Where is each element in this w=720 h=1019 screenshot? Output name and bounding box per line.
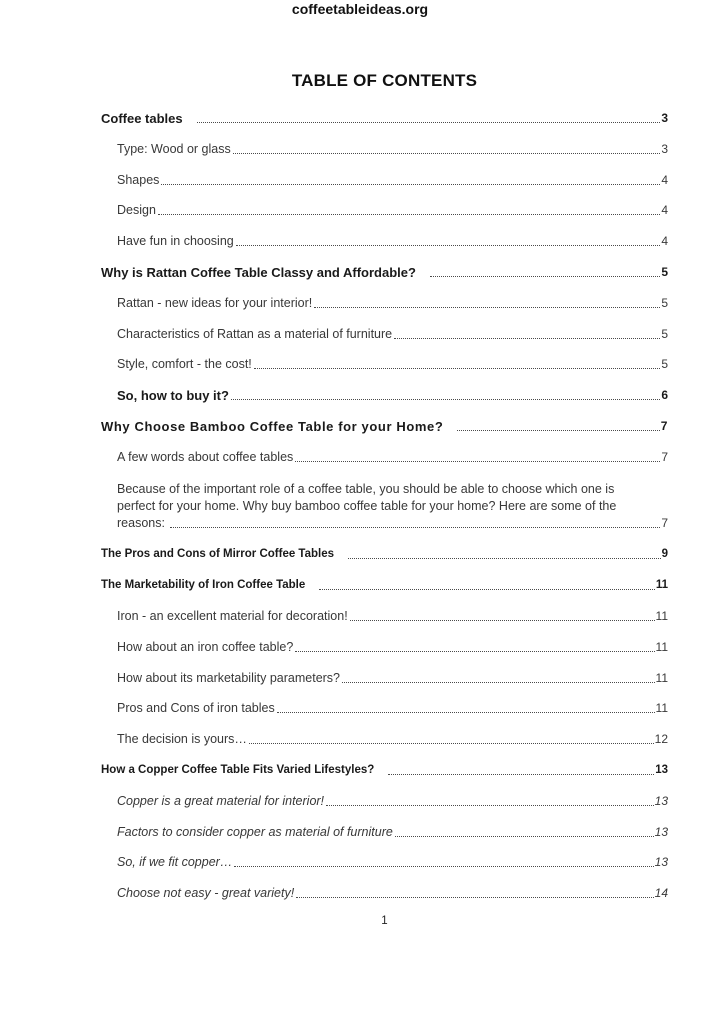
toc-entry-page: 7 xyxy=(661,449,668,464)
toc-entry-title: Have fun in choosing xyxy=(117,234,234,249)
toc-entry[interactable] xyxy=(101,450,668,465)
footer-page-number: 1 xyxy=(381,915,388,927)
dot-leader xyxy=(326,794,654,806)
toc-entry[interactable] xyxy=(101,763,668,778)
toc-entry-paragraph xyxy=(117,481,668,532)
toc-entry[interactable] xyxy=(101,419,668,434)
toc-entry-page: 14 xyxy=(654,886,668,901)
toc-entry[interactable] xyxy=(101,481,668,532)
dot-leader xyxy=(342,671,655,683)
dot-leader xyxy=(249,732,654,744)
dot-leader xyxy=(430,265,660,277)
toc-entry-title: The Pros and Cons of Mirror Coffee Tables xyxy=(101,548,335,561)
toc-entry-title: Coffee tables xyxy=(101,111,183,126)
toc-entry-page: 5 xyxy=(661,326,668,341)
toc-entry-page: 4 xyxy=(661,234,668,249)
dot-leader xyxy=(158,203,660,215)
toc-entry-title: A few words about coffee tables xyxy=(117,449,294,464)
toc-list xyxy=(101,111,668,901)
toc-entry-page: 9 xyxy=(661,548,668,561)
toc-entry[interactable] xyxy=(101,732,668,747)
toc-entry[interactable] xyxy=(101,794,668,809)
toc-entry[interactable] xyxy=(101,265,668,280)
toc-entry-title: Design xyxy=(117,203,156,218)
toc-entry[interactable] xyxy=(101,142,668,157)
toc-entry-title: How a Copper Coffee Table Fits Varied Lifestyles? xyxy=(101,763,375,776)
dot-leader xyxy=(319,578,655,590)
toc-entry[interactable] xyxy=(101,671,668,686)
toc-entry-title: Factors to consider copper as material of furniture xyxy=(117,824,393,839)
toc-entry-title: The decision is yours… xyxy=(117,732,247,747)
dot-leader xyxy=(394,327,660,339)
toc-entry-title: Style, comfort - the cost! xyxy=(117,357,252,372)
dot-leader xyxy=(231,388,660,400)
site-header: coffeetableideas.org xyxy=(291,1,429,17)
dot-leader xyxy=(236,234,661,246)
toc-entry-page: 4 xyxy=(661,172,668,187)
toc-entry[interactable] xyxy=(101,855,668,870)
toc-entry-title: So, how to buy it? xyxy=(117,388,229,404)
toc-entry[interactable] xyxy=(101,547,668,562)
toc-entry-page: 5 xyxy=(661,357,668,372)
toc-entry-page: 5 xyxy=(661,264,668,279)
toc-entry[interactable] xyxy=(101,886,668,901)
dot-leader xyxy=(388,763,654,775)
toc-entry-title: So, if we fit copper… xyxy=(117,855,233,870)
toc-entry[interactable] xyxy=(101,578,668,593)
page-title: TABLE OF CONTENTS xyxy=(291,71,478,90)
dot-leader xyxy=(395,825,654,837)
toc-entry-page: 11 xyxy=(655,639,668,654)
toc-entry[interactable] xyxy=(101,111,668,126)
dot-leader xyxy=(170,515,660,528)
toc-entry-title: Shapes xyxy=(117,172,160,187)
toc-entry-title: Iron - an excellent material for decoration! xyxy=(117,608,348,623)
toc-entry-page: 7 xyxy=(661,515,668,530)
toc-entry-page: 11 xyxy=(655,701,668,716)
toc-entry[interactable] xyxy=(101,234,668,249)
toc-entry[interactable] xyxy=(101,701,668,716)
dot-leader xyxy=(314,296,660,308)
dot-leader xyxy=(254,357,661,369)
dot-leader xyxy=(161,173,660,185)
toc-entry[interactable] xyxy=(101,296,668,311)
toc-entry-page: 11 xyxy=(655,608,668,623)
toc-entry-line: perfect for your home. Why buy bamboo coffee table for your home? Here are some of the xyxy=(117,498,617,513)
dot-leader xyxy=(295,450,660,462)
toc-entry-page: 11 xyxy=(655,579,668,592)
dot-leader xyxy=(277,701,655,713)
toc-entry[interactable] xyxy=(101,203,668,218)
document-page xyxy=(0,71,720,901)
toc-entry[interactable] xyxy=(101,388,668,403)
dot-leader xyxy=(296,886,653,898)
toc-entry-title: Characteristics of Rattan as a material of furniture xyxy=(117,326,393,341)
toc-entry[interactable] xyxy=(101,327,668,342)
dot-leader xyxy=(295,640,654,652)
toc-entry-title: Why is Rattan Coffee Table Classy and Affordable? xyxy=(101,264,416,280)
toc-entry-page: 13 xyxy=(654,824,668,839)
toc-entry[interactable] xyxy=(101,640,668,655)
toc-entry-title: Pros and Cons of iron tables xyxy=(117,701,275,716)
toc-entry-title: The Marketability of Iron Coffee Table xyxy=(101,579,306,592)
toc-entry-page: 13 xyxy=(655,763,668,776)
toc-entry-title: Why Choose Bamboo Coffee Table for your Home? xyxy=(101,418,444,434)
dot-leader xyxy=(233,142,661,154)
toc-entry-page: 13 xyxy=(654,855,668,870)
toc-entry-page: 3 xyxy=(661,111,668,125)
dot-leader xyxy=(197,111,661,123)
toc-entry-page: 11 xyxy=(655,670,668,685)
toc-entry[interactable] xyxy=(101,609,668,624)
toc-entry-page: 6 xyxy=(661,388,668,403)
dot-leader xyxy=(348,547,661,559)
toc-entry-page: 5 xyxy=(661,295,668,310)
dot-leader xyxy=(234,855,653,867)
toc-entry-title: reasons: xyxy=(117,515,169,530)
toc-entry-page: 12 xyxy=(654,732,668,747)
toc-entry-page: 3 xyxy=(661,141,668,156)
toc-entry[interactable] xyxy=(101,173,668,188)
toc-entry-title: How about its marketability parameters? xyxy=(117,670,341,685)
toc-entry-page: 7 xyxy=(660,418,668,433)
dot-leader xyxy=(457,419,659,431)
toc-entry-title: How about an iron coffee table? xyxy=(117,639,294,654)
dot-leader xyxy=(350,609,655,621)
toc-entry-title: Choose not easy - great variety! xyxy=(117,886,295,901)
toc-entry[interactable] xyxy=(101,825,668,840)
toc-entry[interactable] xyxy=(101,357,668,372)
toc-entry-title: Type: Wood or glass xyxy=(117,141,231,156)
toc-entry-title: Rattan - new ideas for your interior! xyxy=(117,295,313,310)
toc-entry-page: 13 xyxy=(654,793,668,808)
toc-entry-title: Copper is a great material for interior! xyxy=(117,793,325,808)
toc-entry-line: Because of the important role of a coffee table, you should be able to choose which one is xyxy=(117,481,615,496)
toc-entry-page: 4 xyxy=(661,203,668,218)
